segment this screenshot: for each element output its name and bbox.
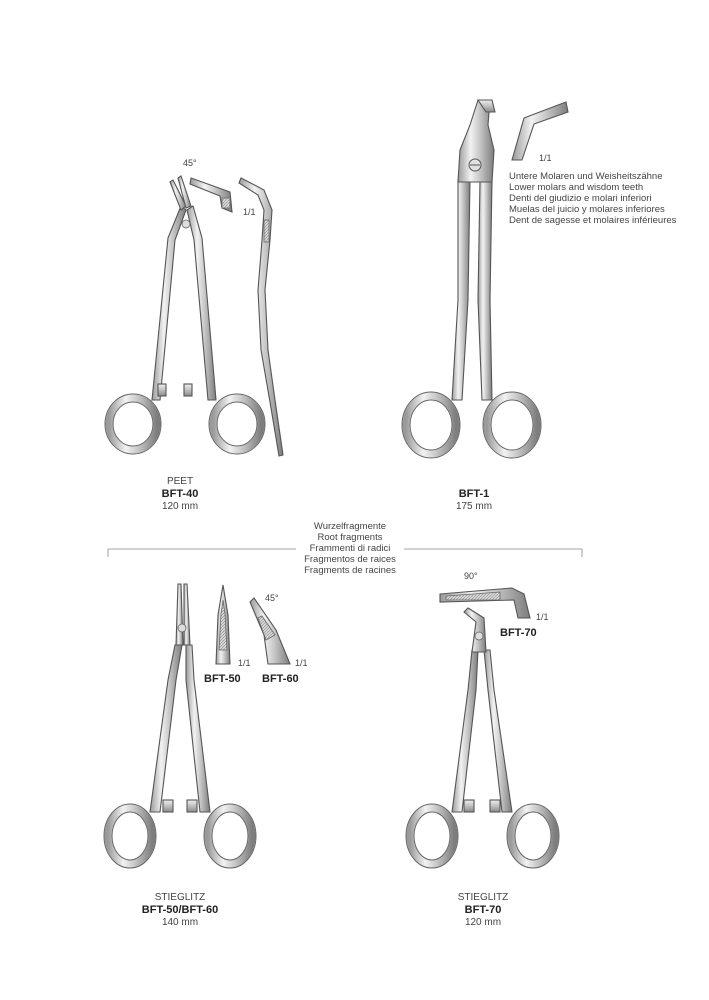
bft50-code: BFT-50 (204, 673, 241, 685)
bft40-code: BFT-40 (161, 488, 199, 500)
bft1-code: BFT-1 (458, 488, 490, 500)
bft70-scale: 1/1 (536, 612, 549, 622)
section-title (280, 521, 420, 576)
section-line: Wurzelfragmente (313, 521, 387, 532)
section-line: Frammenti di radici (309, 543, 391, 554)
bft1-descriptions (509, 171, 704, 226)
bft40-size: 120 mm (161, 501, 199, 512)
bft70-name: STIEGLITZ (457, 892, 509, 903)
description-line: Lower molars and wisdom teeth (509, 182, 644, 193)
bft70-code: BFT-70 (464, 904, 502, 916)
bft60-scale: 1/1 (295, 658, 308, 668)
description-line: Denti del giudizio e molari inferiori (509, 193, 652, 204)
bft70-angle: 90° (464, 571, 478, 581)
description-line: Muelas del juicio y molares inferiores (509, 204, 665, 215)
bft40-name: PEET (166, 476, 194, 487)
section-line: Fragmentos de raices (304, 554, 396, 565)
bft1-size: 175 mm (455, 501, 493, 512)
bft60-code: BFT-60 (262, 673, 299, 685)
bft40-forceps-drawing (105, 176, 283, 456)
bft50-60-size: 140 mm (161, 917, 199, 928)
bft60-angle: 45° (265, 593, 279, 603)
bft50-60-forceps-drawing (104, 584, 290, 868)
description-line: Dent de sagesse et molaires inférieures (509, 215, 677, 226)
bft70-size: 120 mm (464, 917, 502, 928)
bft40-scale: 1/1 (243, 207, 256, 217)
bft50-60-name: STIEGLITZ (154, 892, 206, 903)
bft50-scale: 1/1 (238, 658, 251, 668)
section-line: Fragments de racines (304, 565, 396, 576)
bft50-60-code: BFT-50/BFT-60 (141, 904, 219, 916)
bft70-tip-code: BFT-70 (500, 627, 537, 639)
description-line: Untere Molaren und Weisheitszähne (509, 171, 663, 182)
bft1-scale: 1/1 (539, 153, 552, 163)
section-line: Root fragments (317, 532, 383, 543)
bft40-angle: 45° (183, 158, 197, 168)
